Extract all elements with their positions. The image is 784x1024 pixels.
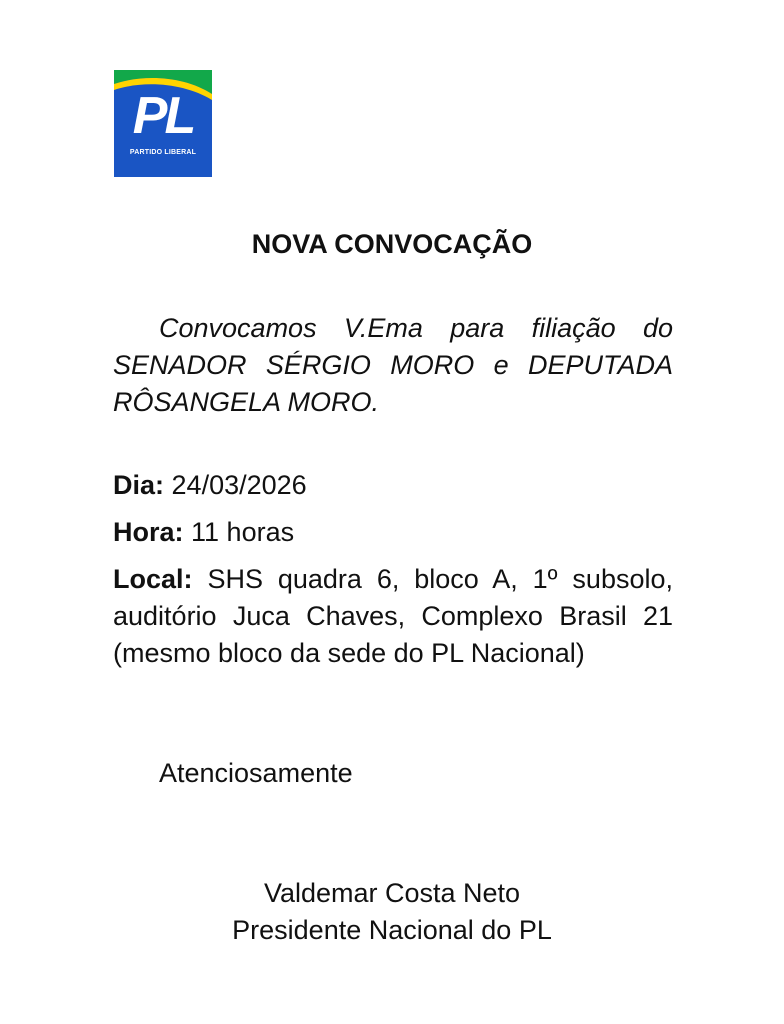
location-line: [113, 561, 673, 672]
date-label: Dia:: [113, 470, 165, 500]
signature-block: [0, 875, 784, 949]
closing-text: Atenciosamente: [159, 758, 353, 788]
date-line: [113, 467, 673, 504]
partido-liberal-logo: [114, 70, 212, 177]
logo-subtitle: PARTIDO LIBERAL: [129, 149, 197, 156]
document-title: NOVA CONVOCAÇÃO: [251, 229, 533, 259]
date-value: 24/03/2026: [171, 470, 307, 500]
location-label: Local:: [113, 564, 193, 594]
signatory-name: Valdemar Costa Neto: [263, 878, 521, 908]
logo-pl-text: PL: [132, 87, 194, 145]
signatory-role: Presidente Nacional do PL: [232, 915, 552, 945]
location-value: SHS quadra 6, bloco A, 1º subsolo, auditório Juca Chaves, Complexo Brasil 21 (mesmo bloco da sede do PL Nacional): [113, 564, 673, 668]
time-label: Hora:: [113, 517, 184, 547]
time-value: 11 horas: [191, 517, 295, 547]
invitation-paragraph: Convocamos V.Ema para filiação do SENADOR SÉRGIO MORO e DEPUTADA RÔSANGELA MORO.: [113, 313, 673, 417]
time-line: [113, 514, 673, 551]
